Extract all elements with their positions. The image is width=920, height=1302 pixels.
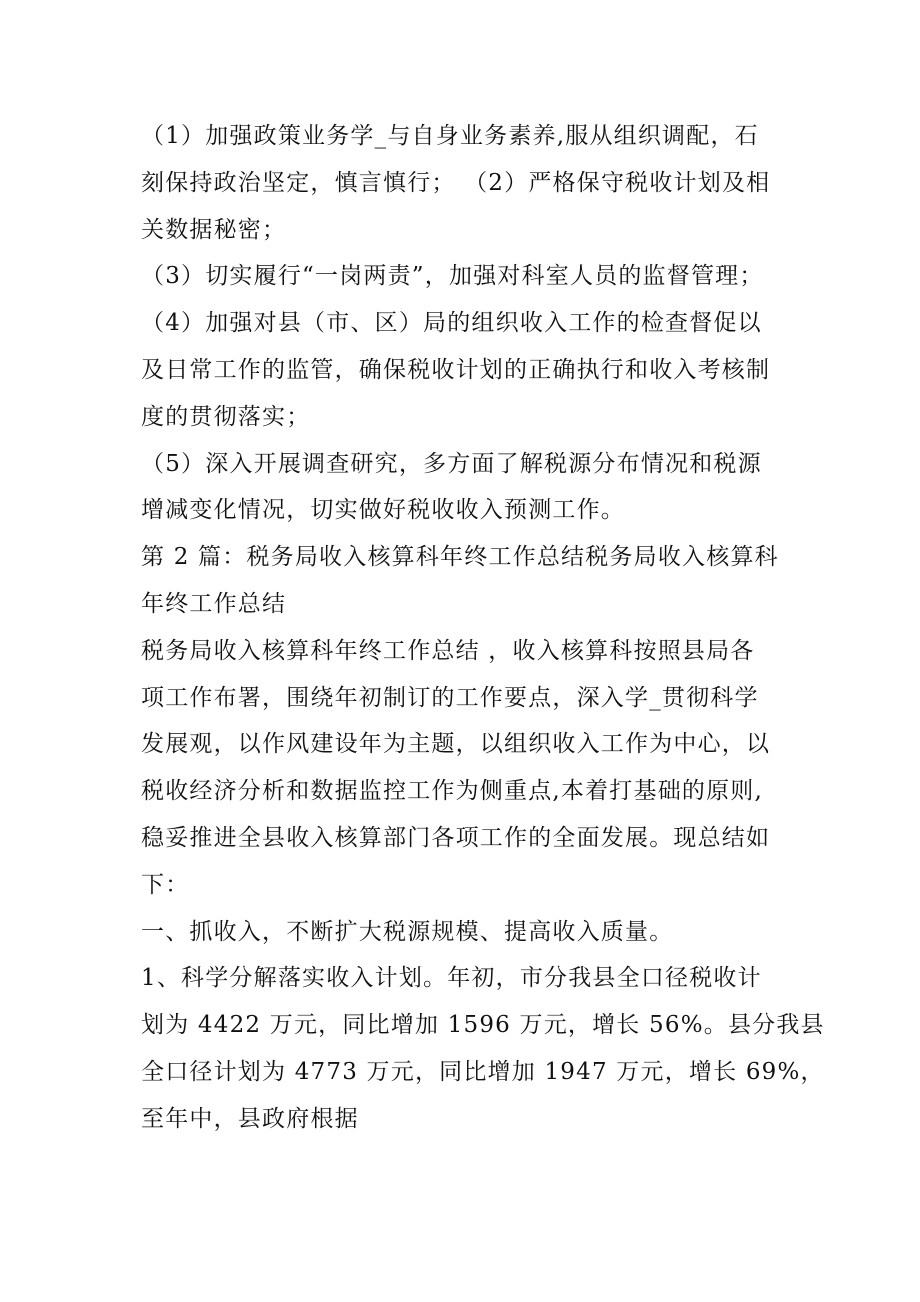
document-body — [141, 113, 825, 1143]
text-line: 发展观，以作风建设年为主题，以组织收入工作为中心，以 — [141, 731, 771, 758]
text-line: 划为 4422 万元，同比增加 1596 万元，增长 56%。县分我县 — [141, 1012, 825, 1039]
text-line: 度的贯彻落实； — [141, 403, 311, 430]
text-line: 稳妥推进全县收入核算部门各项工作的全面发展。现总结如 — [141, 824, 771, 851]
text-line: 及日常工作的监管，确保税收计划的正确执行和收入考核制 — [141, 356, 771, 383]
text-line: 刻保持政治坚定，慎言慎行； （2）严格保守税收计划及相 — [141, 169, 771, 196]
paragraph-item-3 — [141, 253, 791, 300]
paragraph-item-1 — [141, 113, 791, 253]
text-line: 关数据秘密； — [141, 216, 287, 243]
text-line: 年终工作总结 — [141, 590, 287, 617]
revenue-plan-paragraph — [141, 955, 825, 1142]
text-line: 税务局收入核算科年终工作总结 ，收入核算科按照县局各 — [141, 637, 755, 664]
subsection-heading — [141, 909, 791, 956]
text-line: 至年中，县政府根据 — [141, 1105, 359, 1132]
summary-paragraph — [141, 628, 791, 909]
text-line: 1、科学分解落实收入计划。年初，市分我县全口径税收计 — [141, 965, 762, 992]
text-line: 增减变化情况，切实做好税收收入预测工作。 — [141, 497, 625, 524]
paragraph-item-5 — [141, 441, 791, 535]
text-line: 下： — [141, 871, 190, 898]
section-heading — [141, 534, 791, 628]
text-line: （5）深入开展调查研究，多方面了解税源分布情况和税源 — [141, 450, 762, 477]
text-line: 第 2 篇：税务局收入核算科年终工作总结税务局收入核算科 — [141, 544, 779, 571]
text-line: 项工作布署，围绕年初制订的工作要点，深入学_贯彻科学 — [141, 684, 759, 711]
text-line: （1）加强政策业务学_与自身业务素养,服从组织调配，石 — [141, 123, 759, 149]
text-line: （4）加强对县（市、区）局的组织收入工作的检查督促以 — [141, 310, 762, 337]
text-line: 全口径计划为 4773 万元，同比增加 1947 万元，增长 69%， — [141, 1058, 825, 1085]
text-line: 一、抓收入，不断扩大税源规模、提高收入质量。 — [141, 918, 674, 945]
text-line: 税收经济分析和数据监控工作为侧重点,本着打基础的原则, — [141, 778, 764, 805]
text-line: （3）切实履行“一岗两责”，加强对科室人员的监督管理； — [141, 263, 764, 290]
paragraph-item-4 — [141, 300, 791, 440]
